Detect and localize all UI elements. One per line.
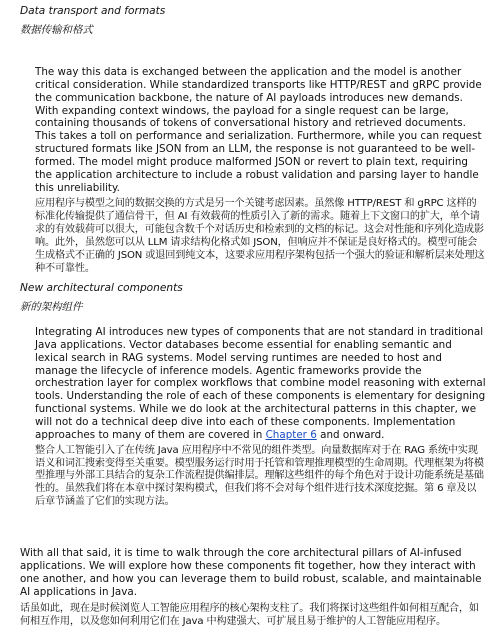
section-architectural-components bbox=[20, 281, 486, 314]
paragraph-text: Integrating AI introduces new types of components that are not standard in traditional Java applications. Vector databases become essential for enabling semantic and lexical search in RAG systems. Model serving runtimes are needed to host and manage the lifecycle of inference models. Agentic frameworks provide the orchestration layer for complex workflows that combine model reasoning with external tools. Understanding the role of each of these components is elementary for designing functional systems. While we do look at the architectural patterns in this chapter, we will not do a technical deep dive into each of these components. Implementation approaches to many of them are covered in bbox=[35, 326, 486, 441]
paragraph-text-end: and onward. bbox=[316, 428, 385, 441]
paragraph-en: The way this data is exchanged between the application and the model is another critical consideration. While standardized transports like HTTP/REST and gRPC provide the communication backbone, the nature of AI payloads introduces new demands. With expanding context windows, the payload for a single request can be large, containing thousands of tokens of conversational history and retrieved documents. This takes a toll on performance and serialization. Furthermore, while you can request structured formats like JSON from an LLM, the response is not guaranteed to be well-formed. The model might produce malformed JSON or revert to plain text, requiring the application architecture to include a robust validation and parsing layer to handle this unreliability. bbox=[35, 66, 482, 194]
section-heading-en: New architectural components bbox=[20, 282, 183, 294]
section-data-transport-body bbox=[20, 66, 486, 276]
section-architectural-components-body bbox=[20, 326, 486, 509]
section-heading-zh: 数据传输和格式 bbox=[20, 24, 93, 36]
paragraph-en: With all that said, it is time to walk through the core architectural pillars of AI-infused applications. We will explore how these components fit together, how they interact with one another, and how you can leverage them to build robust, scalable, and maintainable AI applications in Java. bbox=[20, 547, 482, 598]
paragraph-en bbox=[35, 326, 486, 442]
paragraph-zh: 应用程序与模型之间的数据交换的方式是另一个关键考虑因素。虽然像 HTTP/REST 和 gRPC 这样的标准化传输提供了通信骨干，但 AI 有效载荷的性质引入了新的需求。随着上下文窗口的扩大，单个请求的有效载荷可以很大，可能包含数千个对话历史和检索到的文档的标记。这会对性能和序列化造成影响。此外，虽然您可以从 LLM 请求结构化格式如 JSON，但响应并不保证是良好格式的。模型可能会生成格式不正确的 JSON 或退回到纯文本，这要求应用程序架构包括一个强大的验证和解析层来处理这种不可靠性。 bbox=[35, 198, 485, 274]
chapter-6-link[interactable]: Chapter 6 bbox=[265, 428, 317, 441]
paragraph-zh: 整合人工智能引入了在传统 Java 应用程序中不常见的组件类型。向量数据库对于在 RAG 系统中实现语义和词汇搜索变得至关重要。模型服务运行时用于托管和管理推理模型的生命周期。代理框架为将模型推理与外部工具结合的复杂工作流程提供编排层。理解这些组件的每个角色对于设计功能系统是基础性的。虽然我们将在本章中探讨架构模式，但我们将不会对每个组件进行技术深度挖掘。第 6 章及以后章节涵盖了它们的实现方法。 bbox=[35, 444, 484, 508]
section-heading-zh: 新的架构组件 bbox=[20, 301, 83, 313]
section-data-transport bbox=[20, 4, 486, 37]
section-heading-en: Data transport and formats bbox=[20, 5, 166, 17]
closing-section bbox=[20, 547, 486, 629]
paragraph-zh: 话虽如此，现在是时候浏览人工智能应用程序的核心架构支柱了。我们将探讨这些组件如何相互配合，如何相互作用，以及您如何利用它们在 Java 中构建强大、可扩展且易于维护的人工智能应用程序。 bbox=[20, 603, 479, 628]
